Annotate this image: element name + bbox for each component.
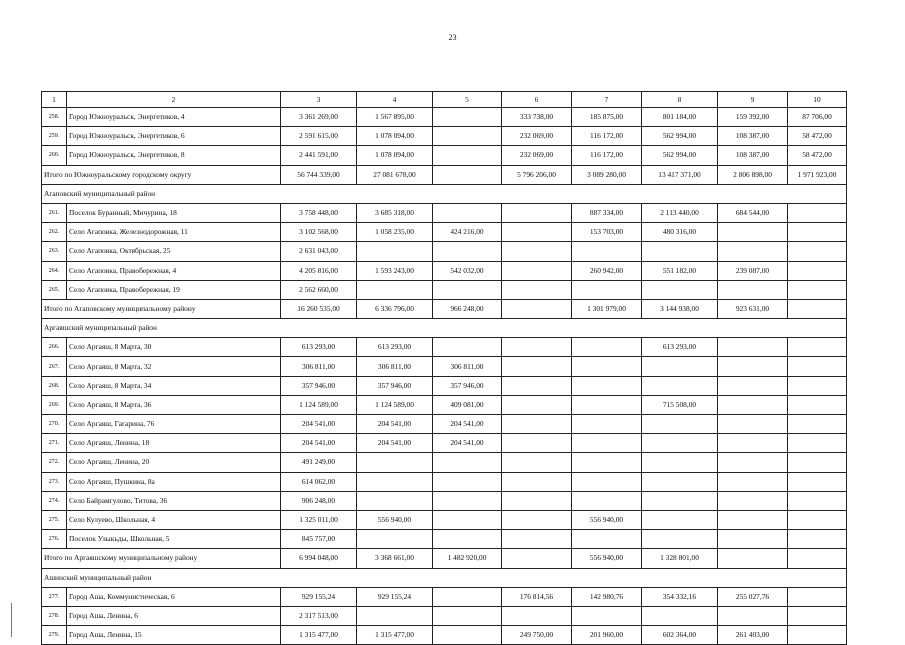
address-cell: Село Аргаяш, 8 Марта, 32 — [67, 357, 281, 376]
header-cell: 2 — [67, 92, 281, 108]
address-cell: Село Аргаяш, 8 Марта, 34 — [67, 376, 281, 395]
amount-cell — [788, 606, 847, 625]
amount-cell: 13 417 371,00 — [642, 165, 718, 184]
amount-cell — [642, 510, 718, 529]
amount-cell — [572, 434, 642, 453]
amount-cell — [502, 510, 572, 529]
amount-cell — [572, 242, 642, 261]
amount-cell: 357 946,00 — [281, 376, 357, 395]
row-number: 270. — [42, 415, 67, 434]
address-cell: Поселок Улыкьды, Школьная, 5 — [67, 530, 281, 549]
amount-cell — [502, 491, 572, 510]
table-row — [42, 108, 847, 127]
header-cell: 5 — [433, 92, 502, 108]
amount-cell — [357, 530, 433, 549]
amount-cell — [788, 434, 847, 453]
amount-cell — [572, 338, 642, 357]
amount-cell — [433, 453, 502, 472]
amount-cell — [357, 472, 433, 491]
funding-table — [41, 91, 847, 645]
total-label: Итого по Агаповскому муниципальному району — [42, 299, 281, 318]
amount-cell — [502, 357, 572, 376]
amount-cell: 3 361 269,00 — [281, 108, 357, 127]
amount-cell — [788, 587, 847, 606]
amount-cell — [788, 453, 847, 472]
amount-cell: 3 758 448,00 — [281, 203, 357, 222]
amount-cell — [357, 242, 433, 261]
amount-cell: 2 317 513,00 — [281, 606, 357, 625]
amount-cell — [433, 472, 502, 491]
amount-cell: 1 315 477,00 — [357, 626, 433, 645]
amount-cell — [502, 376, 572, 395]
amount-cell — [718, 453, 788, 472]
table-row — [42, 395, 847, 414]
table-row — [42, 203, 847, 222]
amount-cell — [502, 395, 572, 414]
address-cell: Село Агаповка, Правобережная, 4 — [67, 261, 281, 280]
amount-cell — [433, 242, 502, 261]
amount-cell — [642, 280, 718, 299]
amount-cell — [718, 491, 788, 510]
amount-cell — [788, 376, 847, 395]
header-cell: 4 — [357, 92, 433, 108]
amount-cell — [572, 491, 642, 510]
amount-cell: 58 472,00 — [788, 146, 847, 165]
amount-cell: 4 205 816,00 — [281, 261, 357, 280]
table-row — [42, 530, 847, 549]
amount-cell: 556 940,00 — [357, 510, 433, 529]
amount-cell — [502, 338, 572, 357]
table-row — [42, 146, 847, 165]
amount-cell — [572, 395, 642, 414]
amount-cell: 306 811,00 — [281, 357, 357, 376]
amount-cell: 204 541,00 — [433, 434, 502, 453]
address-cell: Село Агаповка, Правобережная, 19 — [67, 280, 281, 299]
amount-cell: 201 960,00 — [572, 626, 642, 645]
header-row — [42, 92, 847, 108]
row-number: 275. — [42, 510, 67, 529]
row-number: 274. — [42, 491, 67, 510]
amount-cell: 185 875,00 — [572, 108, 642, 127]
row-number: 258. — [42, 108, 67, 127]
amount-cell — [357, 491, 433, 510]
address-cell: Село Аргаяш, Ленина, 18 — [67, 434, 281, 453]
amount-cell: 306 811,00 — [357, 357, 433, 376]
row-number: 268. — [42, 376, 67, 395]
amount-cell — [642, 453, 718, 472]
amount-cell — [788, 549, 847, 568]
amount-cell — [433, 338, 502, 357]
amount-cell: 1 971 923,00 — [788, 165, 847, 184]
amount-cell: 562 994,00 — [642, 146, 718, 165]
amount-cell: 2 113 440,00 — [642, 203, 718, 222]
amount-cell: 2 591 615,00 — [281, 127, 357, 146]
address-cell: Село Агаповка, Октябрьская, 25 — [67, 242, 281, 261]
amount-cell: 27 081 678,00 — [357, 165, 433, 184]
section-title: Ашинский муниципальный район — [42, 568, 847, 587]
amount-cell — [642, 357, 718, 376]
amount-cell — [357, 453, 433, 472]
amount-cell: 1 078 094,00 — [357, 146, 433, 165]
amount-cell: 929 155,24 — [357, 587, 433, 606]
amount-cell: 56 744 339,00 — [281, 165, 357, 184]
table-row — [42, 453, 847, 472]
address-cell: Село Аргаяш, Ленина, 20 — [67, 453, 281, 472]
amount-cell: 966 248,00 — [433, 299, 502, 318]
amount-cell — [502, 242, 572, 261]
amount-cell: 204 541,00 — [433, 415, 502, 434]
amount-cell: 613 293,00 — [281, 338, 357, 357]
row-number: 262. — [42, 223, 67, 242]
amount-cell: 845 757,00 — [281, 530, 357, 549]
row-number: 259. — [42, 127, 67, 146]
amount-cell: 306 811,00 — [433, 357, 502, 376]
amount-cell: 556 940,00 — [572, 510, 642, 529]
section-row — [42, 319, 847, 338]
amount-cell: 142 980,76 — [572, 587, 642, 606]
amount-cell — [433, 108, 502, 127]
amount-cell: 2 631 043,00 — [281, 242, 357, 261]
amount-cell: 232 069,00 — [502, 127, 572, 146]
amount-cell — [433, 146, 502, 165]
amount-cell: 3 144 938,00 — [642, 299, 718, 318]
table-row — [42, 434, 847, 453]
amount-cell — [718, 415, 788, 434]
amount-cell — [788, 203, 847, 222]
table-row — [42, 415, 847, 434]
address-cell: Село Аргаяш, Пушкина, 8а — [67, 472, 281, 491]
margin-line — [11, 603, 12, 637]
amount-cell: 1 325 011,00 — [281, 510, 357, 529]
amount-cell — [572, 376, 642, 395]
amount-cell: 684 544,00 — [718, 203, 788, 222]
amount-cell — [502, 530, 572, 549]
table-row — [42, 261, 847, 280]
amount-cell — [788, 299, 847, 318]
amount-cell — [502, 415, 572, 434]
amount-cell — [502, 261, 572, 280]
amount-cell — [788, 357, 847, 376]
table-row — [42, 376, 847, 395]
amount-cell — [642, 434, 718, 453]
amount-cell: 613 293,00 — [357, 338, 433, 357]
amount-cell — [718, 242, 788, 261]
amount-cell — [718, 395, 788, 414]
amount-cell — [718, 338, 788, 357]
address-cell: Поселок Буранный, Мичурина, 18 — [67, 203, 281, 222]
table-row — [42, 127, 847, 146]
amount-cell — [502, 280, 572, 299]
amount-cell: 551 182,00 — [642, 261, 718, 280]
amount-cell — [718, 223, 788, 242]
amount-cell: 354 332,16 — [642, 587, 718, 606]
amount-cell — [357, 606, 433, 625]
row-number: 266. — [42, 338, 67, 357]
amount-cell: 480 316,00 — [642, 223, 718, 242]
address-cell: Город Аша, Ленина, 6 — [67, 606, 281, 625]
amount-cell — [718, 434, 788, 453]
amount-cell — [642, 242, 718, 261]
amount-cell — [502, 453, 572, 472]
amount-cell: 255 027,76 — [718, 587, 788, 606]
amount-cell: 409 081,00 — [433, 395, 502, 414]
amount-cell: 562 994,00 — [642, 127, 718, 146]
total-label: Итого по Аргаяшскому муниципальному району — [42, 549, 281, 568]
amount-cell — [572, 415, 642, 434]
row-number: 272. — [42, 453, 67, 472]
amount-cell — [433, 491, 502, 510]
amount-cell — [788, 395, 847, 414]
page-number: 23 — [448, 33, 457, 42]
amount-cell: 261 403,00 — [718, 626, 788, 645]
amount-cell: 1 301 979,00 — [572, 299, 642, 318]
table-row — [42, 357, 847, 376]
row-number: 260. — [42, 146, 67, 165]
amount-cell: 204 541,00 — [357, 415, 433, 434]
amount-cell — [788, 510, 847, 529]
amount-cell: 87 706,00 — [788, 108, 847, 127]
amount-cell: 2 806 898,00 — [718, 165, 788, 184]
amount-cell — [433, 626, 502, 645]
amount-cell: 232 069,00 — [502, 146, 572, 165]
header-cell: 7 — [572, 92, 642, 108]
amount-cell: 3 685 318,00 — [357, 203, 433, 222]
header-cell: 9 — [718, 92, 788, 108]
amount-cell — [788, 626, 847, 645]
amount-cell: 3 368 661,00 — [357, 549, 433, 568]
table-row — [42, 626, 847, 645]
amount-cell: 357 946,00 — [357, 376, 433, 395]
amount-cell: 887 334,00 — [572, 203, 642, 222]
amount-cell — [572, 357, 642, 376]
amount-cell — [642, 606, 718, 625]
row-number: 273. — [42, 472, 67, 491]
amount-cell — [433, 165, 502, 184]
amount-cell — [718, 357, 788, 376]
row-number: 271. — [42, 434, 67, 453]
table-row — [42, 280, 847, 299]
amount-cell — [642, 530, 718, 549]
amount-cell: 929 155,24 — [281, 587, 357, 606]
section-row — [42, 184, 847, 203]
amount-cell — [433, 127, 502, 146]
amount-cell: 1 058 235,00 — [357, 223, 433, 242]
amount-cell: 5 796 206,00 — [502, 165, 572, 184]
amount-cell — [433, 280, 502, 299]
amount-cell — [718, 376, 788, 395]
amount-cell — [788, 261, 847, 280]
amount-cell — [433, 203, 502, 222]
row-number: 261. — [42, 203, 67, 222]
row-number: 277. — [42, 587, 67, 606]
amount-cell — [788, 223, 847, 242]
amount-cell: 3 102 568,00 — [281, 223, 357, 242]
address-cell: Село Аргаяш, 8 Марта, 36 — [67, 395, 281, 414]
section-row — [42, 568, 847, 587]
amount-cell — [642, 376, 718, 395]
table-row — [42, 242, 847, 261]
table-row — [42, 587, 847, 606]
address-cell: Город Южноуральск, Энергетиков, 8 — [67, 146, 281, 165]
amount-cell: 249 750,00 — [502, 626, 572, 645]
amount-cell — [502, 223, 572, 242]
amount-cell — [642, 491, 718, 510]
amount-cell: 204 541,00 — [281, 415, 357, 434]
address-cell: Село Кулуево, Школьная, 4 — [67, 510, 281, 529]
amount-cell: 1 078 094,00 — [357, 127, 433, 146]
amount-cell — [718, 472, 788, 491]
amount-cell: 1 567 895,00 — [357, 108, 433, 127]
address-cell: Город Южноуральск, Энергетиков, 6 — [67, 127, 281, 146]
row-number: 269. — [42, 395, 67, 414]
amount-cell: 58 472,00 — [788, 127, 847, 146]
address-cell: Город Аша, Ленина, 15 — [67, 626, 281, 645]
amount-cell — [788, 415, 847, 434]
amount-cell — [718, 530, 788, 549]
amount-cell: 556 940,00 — [572, 549, 642, 568]
amount-cell: 108 387,00 — [718, 127, 788, 146]
amount-cell — [788, 530, 847, 549]
amount-cell — [788, 242, 847, 261]
amount-cell: 1 482 920,00 — [433, 549, 502, 568]
amount-cell: 1 124 589,00 — [281, 395, 357, 414]
amount-cell: 1 328 801,00 — [642, 549, 718, 568]
table-row — [42, 510, 847, 529]
amount-cell — [718, 280, 788, 299]
amount-cell: 424 216,00 — [433, 223, 502, 242]
amount-cell: 906 248,00 — [281, 491, 357, 510]
address-cell: Село Аргаяш, Гагарина, 76 — [67, 415, 281, 434]
amount-cell: 6 336 796,00 — [357, 299, 433, 318]
address-cell: Город Южноуральск, Энергетиков, 4 — [67, 108, 281, 127]
amount-cell — [788, 280, 847, 299]
amount-cell — [502, 549, 572, 568]
row-number: 279. — [42, 626, 67, 645]
amount-cell — [642, 415, 718, 434]
amount-cell — [718, 549, 788, 568]
amount-cell: 715 508,00 — [642, 395, 718, 414]
amount-cell: 614 062,00 — [281, 472, 357, 491]
amount-cell: 1 124 589,00 — [357, 395, 433, 414]
amount-cell — [357, 280, 433, 299]
amount-cell — [642, 472, 718, 491]
address-cell: Город Аша, Коммунистическая, 6 — [67, 587, 281, 606]
amount-cell: 357 946,00 — [433, 376, 502, 395]
amount-cell: 2 441 591,00 — [281, 146, 357, 165]
total-row — [42, 299, 847, 318]
amount-cell: 153 703,00 — [572, 223, 642, 242]
amount-cell — [502, 203, 572, 222]
row-number: 263. — [42, 242, 67, 261]
row-number: 264. — [42, 261, 67, 280]
amount-cell — [433, 606, 502, 625]
header-cell: 6 — [502, 92, 572, 108]
total-row — [42, 165, 847, 184]
amount-cell — [572, 530, 642, 549]
amount-cell: 1 593 243,00 — [357, 261, 433, 280]
table-row — [42, 472, 847, 491]
amount-cell: 204 541,00 — [281, 434, 357, 453]
amount-cell — [788, 472, 847, 491]
amount-cell — [433, 510, 502, 529]
row-number: 265. — [42, 280, 67, 299]
header-cell: 8 — [642, 92, 718, 108]
amount-cell: 923 631,00 — [718, 299, 788, 318]
header-cell: 3 — [281, 92, 357, 108]
amount-cell: 602 364,00 — [642, 626, 718, 645]
amount-cell: 1 315 477,00 — [281, 626, 357, 645]
amount-cell: 116 172,00 — [572, 127, 642, 146]
amount-cell — [788, 338, 847, 357]
amount-cell — [788, 491, 847, 510]
total-label: Итого по Южноуральскому городскому округу — [42, 165, 281, 184]
amount-cell: 239 087,00 — [718, 261, 788, 280]
amount-cell: 260 942,00 — [572, 261, 642, 280]
amount-cell: 116 172,00 — [572, 146, 642, 165]
amount-cell — [502, 472, 572, 491]
amount-cell — [718, 606, 788, 625]
amount-cell — [572, 472, 642, 491]
section-title: Агаповский муниципальный район — [42, 184, 847, 203]
amount-cell — [572, 606, 642, 625]
amount-cell: 491 249,00 — [281, 453, 357, 472]
address-cell: Село Байрамгулово, Титова, 36 — [67, 491, 281, 510]
row-number: 267. — [42, 357, 67, 376]
amount-cell: 108 387,00 — [718, 146, 788, 165]
amount-cell: 6 994 048,00 — [281, 549, 357, 568]
amount-cell — [572, 280, 642, 299]
amount-cell: 613 293,00 — [642, 338, 718, 357]
amount-cell — [718, 510, 788, 529]
address-cell: Село Аргаяш, 8 Марта, 30 — [67, 338, 281, 357]
amount-cell: 801 184,00 — [642, 108, 718, 127]
amount-cell — [502, 606, 572, 625]
amount-cell — [433, 530, 502, 549]
address-cell: Село Агаповка, Железнодорожная, 11 — [67, 223, 281, 242]
row-number: 276. — [42, 530, 67, 549]
total-row — [42, 549, 847, 568]
amount-cell — [572, 453, 642, 472]
amount-cell — [433, 587, 502, 606]
table-row — [42, 491, 847, 510]
amount-cell: 333 738,00 — [502, 108, 572, 127]
row-number: 278. — [42, 606, 67, 625]
table-row — [42, 338, 847, 357]
amount-cell: 176 814,56 — [502, 587, 572, 606]
amount-cell — [502, 434, 572, 453]
table-row — [42, 223, 847, 242]
amount-cell — [502, 299, 572, 318]
header-cell: 10 — [788, 92, 847, 108]
amount-cell: 204 541,00 — [357, 434, 433, 453]
amount-cell: 3 089 280,00 — [572, 165, 642, 184]
amount-cell: 2 562 660,00 — [281, 280, 357, 299]
section-title: Аргаяшский муниципальный район — [42, 319, 847, 338]
table-row — [42, 606, 847, 625]
amount-cell: 159 392,00 — [718, 108, 788, 127]
amount-cell: 16 260 535,00 — [281, 299, 357, 318]
amount-cell: 542 032,00 — [433, 261, 502, 280]
header-cell: 1 — [42, 92, 67, 108]
